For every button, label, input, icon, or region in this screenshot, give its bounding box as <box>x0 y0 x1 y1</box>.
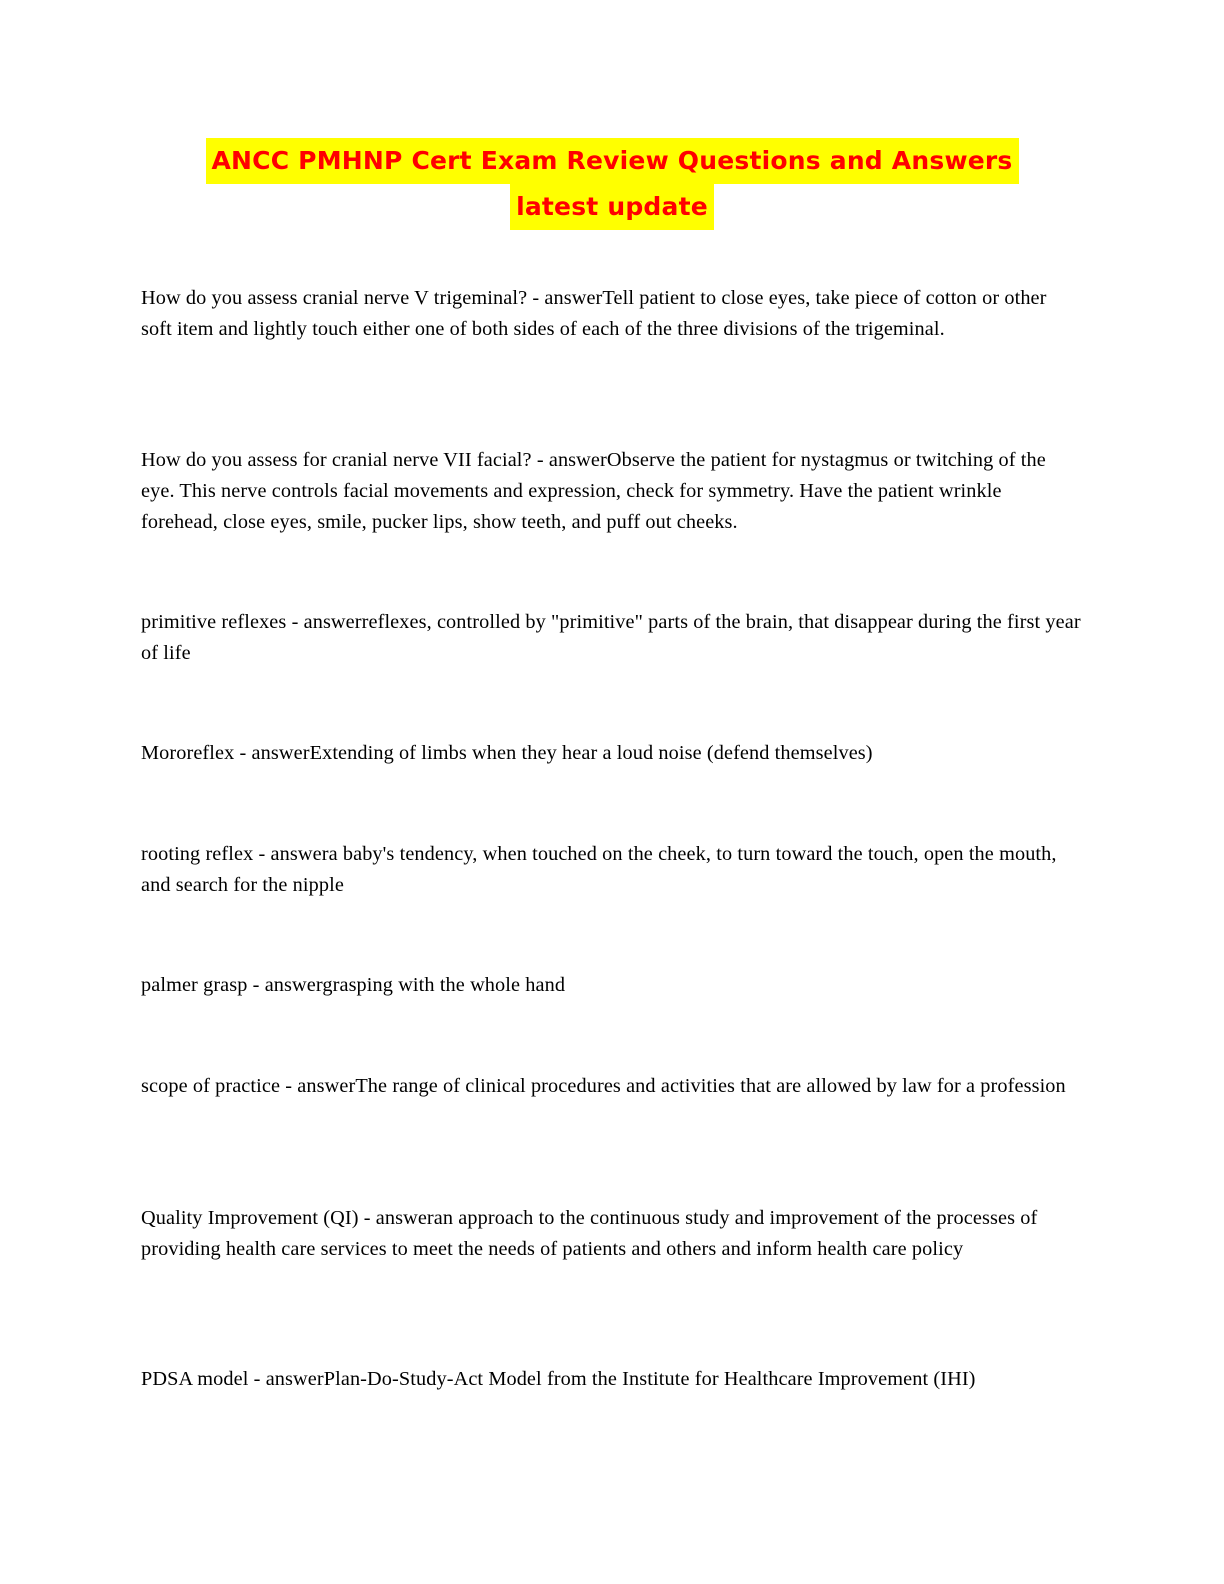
qa-entry-scope-of-practice: scope of practice - answerThe range of clinical procedures and activities that are allowed by law for a profession <box>141 1075 1066 1097</box>
title-line-1: ANCC PMHNP Cert Exam Review Questions and Answers <box>206 138 1019 184</box>
qa-entry-trigeminal: How do you assess cranial nerve V trigeminal? - answerTell patient to close eyes, take piece of cotton or other soft item and lightly touch either one of both sides of each of the three divisions of the trigeminal. <box>141 287 1047 340</box>
qa-entry-facial: How do you assess for cranial nerve VII facial? - answerObserve the patient for nystagmus or twitching of the eye. This nerve controls facial movements and expression, check for symmetry. Have the patient wrinkle forehead, close eyes, smile, pucker lips, show teeth, and puff out cheeks. <box>141 449 1046 533</box>
qa-entry-palmer-grasp: palmer grasp - answergrasping with the whole hand <box>141 974 566 996</box>
qa-entry-quality-improvement: Quality Improvement (QI) - answeran approach to the continuous study and improvement of the processes of providing health care services to meet the needs of patients and others and inform health care policy <box>141 1207 1038 1260</box>
qa-entry-moro-reflex: Mororeflex - answerExtending of limbs when they hear a loud noise (defend themselves) <box>141 742 873 764</box>
qa-entry-rooting-reflex: rooting reflex - answera baby's tendency, when touched on the cheek, to turn toward the touch, open the mouth, and search for the nipple <box>141 843 1057 896</box>
qa-entry-pdsa-model: PDSA model - answerPlan-Do-Study-Act Model from the Institute for Healthcare Improvement (IHI) <box>141 1368 976 1390</box>
document-title <box>0 138 1224 230</box>
title-line-2: latest update <box>510 184 714 230</box>
qa-entry-primitive-reflexes: primitive reflexes - answerreflexes, controlled by "primitive" parts of the brain, that disappear during the first year of life <box>141 611 1081 664</box>
